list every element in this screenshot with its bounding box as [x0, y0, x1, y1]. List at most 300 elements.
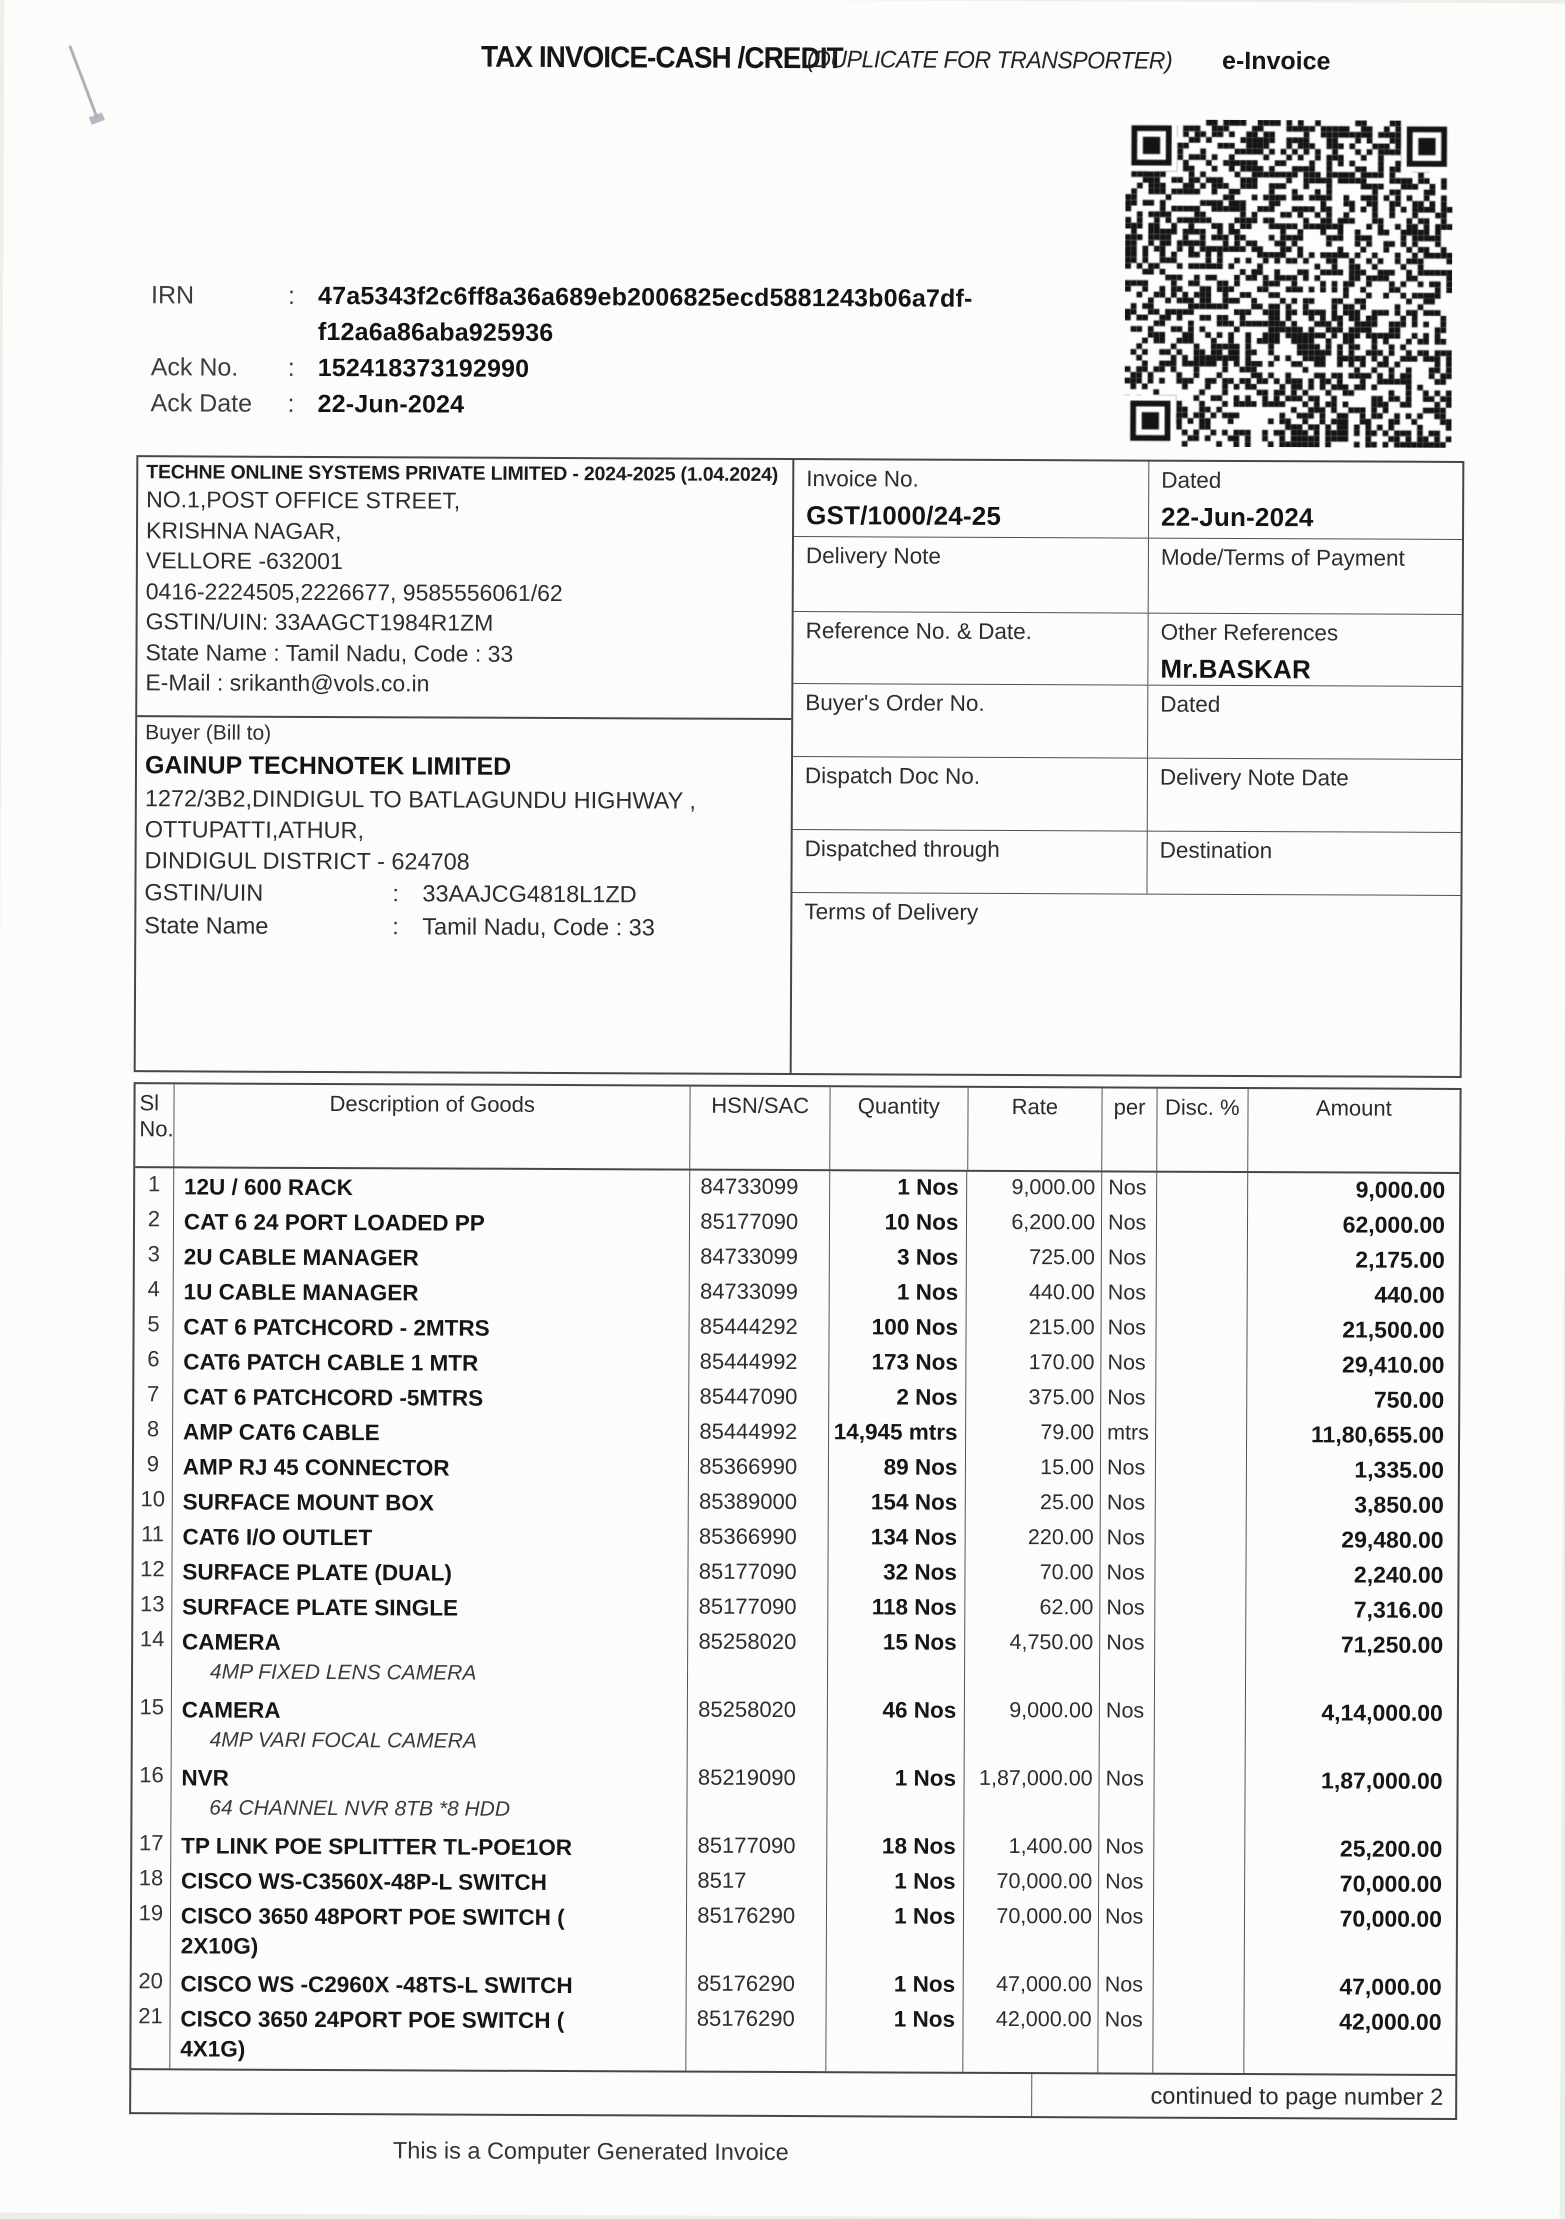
item-row	[135, 1168, 1459, 1209]
meta-label: Delivery Note Date	[1159, 764, 1349, 791]
item-discount	[1156, 1208, 1247, 1243]
item-row	[134, 1308, 1458, 1349]
item-discount	[1153, 1902, 1244, 1970]
meta-label: Dated	[1160, 691, 1221, 717]
meta-label: Dispatched through	[804, 836, 1000, 862]
item-description	[172, 1483, 689, 1520]
item-discount	[1154, 1558, 1245, 1593]
items-table	[129, 1082, 1461, 2076]
item-sl-no: 12	[140, 1556, 165, 1582]
item-discount	[1155, 1348, 1246, 1383]
item-per: Nos	[1101, 1207, 1156, 1242]
item-rate: 170.00	[966, 1347, 1101, 1383]
meta-row	[793, 757, 1461, 833]
item-hsn: 85258020	[687, 1626, 827, 1695]
item-description	[170, 1862, 687, 1899]
buyer-state-row: State Name : Tamil Nadu, Code : 33	[144, 909, 780, 945]
item-row	[132, 1827, 1456, 1868]
item-discount	[1154, 1628, 1245, 1696]
meta-cell	[794, 537, 1148, 613]
party-and-meta-box	[134, 455, 1465, 1078]
column-header: Rate	[967, 1088, 1102, 1171]
item-hsn: 85177090	[686, 1830, 826, 1866]
item-description-sub: 4MP FIXED LENS CAMERA	[209, 1660, 477, 1685]
buyer-name: GAINUP TECHNOTEK LIMITED	[144, 751, 512, 781]
item-discount	[1153, 1832, 1244, 1867]
item-hsn: 85444292	[689, 1311, 829, 1347]
item-discount	[1154, 1523, 1245, 1558]
item-hsn: 85366990	[688, 1451, 828, 1487]
item-row	[133, 1588, 1457, 1629]
item-row	[134, 1343, 1458, 1384]
item-row	[134, 1483, 1458, 1524]
item-discount	[1155, 1418, 1246, 1453]
meta-cell	[794, 460, 1148, 538]
item-row	[132, 1965, 1456, 2006]
continuation-strip	[129, 2070, 1457, 2120]
item-hsn: 85176290	[686, 2003, 826, 2072]
item-amount: 70,000.00	[1243, 1902, 1456, 1971]
item-rate: 79.00	[965, 1417, 1100, 1453]
item-description-main: NVR	[181, 1765, 230, 1791]
item-discount	[1153, 1867, 1244, 1902]
item-per: Nos	[1098, 1763, 1153, 1831]
item-description	[171, 1518, 688, 1555]
item-description-main: CAT6 PATCH CABLE 1 MTR	[183, 1349, 479, 1376]
column-header: Quantity	[829, 1087, 967, 1170]
item-row	[134, 1413, 1458, 1454]
item-sl-no: 6	[147, 1346, 160, 1372]
seller-address-line: KRISHNA NAGAR,	[145, 516, 342, 544]
item-hsn: 85447090	[688, 1381, 828, 1417]
meta-cell	[1147, 759, 1461, 832]
item-discount	[1155, 1488, 1246, 1523]
irn-label: IRN	[150, 281, 195, 310]
item-description-sub: 4MP VARI FOCAL CAMERA	[209, 1728, 477, 1753]
invoice-meta-grid	[792, 460, 1463, 1076]
item-quantity: 1 Nos	[825, 1968, 963, 2004]
item-row	[133, 1691, 1457, 1765]
item-amount: 3,850.00	[1245, 1488, 1458, 1524]
item-description-main: CISCO WS -C2960X -48TS-L SWITCH	[180, 1971, 573, 1999]
meta-cell	[1148, 539, 1462, 614]
item-quantity: 10 Nos	[829, 1206, 967, 1242]
item-sl-no: 10	[140, 1486, 166, 1512]
item-per: Nos	[1100, 1522, 1155, 1557]
item-description	[170, 1827, 687, 1864]
item-quantity: 173 Nos	[828, 1346, 966, 1382]
seller-block	[137, 457, 792, 720]
item-discount	[1152, 2005, 1243, 2073]
item-rate: 215.00	[966, 1312, 1101, 1348]
pen-scratch-mark	[68, 45, 98, 119]
item-description	[171, 1588, 688, 1625]
item-row	[135, 1238, 1459, 1279]
meta-cell	[793, 684, 1147, 758]
meta-row	[794, 537, 1462, 615]
item-quantity: 100 Nos	[828, 1311, 966, 1347]
item-rate: 47,000.00	[963, 1969, 1098, 2005]
item-sl-no: 7	[147, 1381, 160, 1407]
einvoice-label: e-Invoice	[1222, 46, 1331, 76]
item-rate: 42,000.00	[963, 2004, 1098, 2073]
item-amount: 2,240.00	[1245, 1558, 1458, 1594]
item-hsn: 84733099	[689, 1241, 829, 1277]
item-description-main: AMP RJ 45 CONNECTOR	[182, 1454, 450, 1481]
meta-label: Terms of Delivery	[804, 899, 979, 925]
item-per: Nos	[1099, 1557, 1154, 1592]
item-hsn: 85389000	[688, 1486, 828, 1522]
item-per: Nos	[1100, 1382, 1155, 1417]
item-per: Nos	[1098, 1831, 1153, 1866]
item-quantity: 46 Nos	[827, 1694, 965, 1763]
item-hsn: 84733099	[689, 1276, 829, 1312]
item-description	[172, 1308, 689, 1345]
item-rate: 6,200.00	[966, 1207, 1101, 1243]
item-description-main: AMP CAT6 CABLE	[182, 1419, 380, 1446]
item-rate: 4,750.00	[964, 1627, 1099, 1696]
item-per: Nos	[1100, 1347, 1155, 1382]
ack-date-label: Ack Date	[150, 389, 253, 418]
item-description	[172, 1343, 689, 1380]
item-per: Nos	[1098, 1901, 1153, 1969]
item-description	[172, 1378, 689, 1415]
item-rate: 25.00	[965, 1487, 1100, 1523]
column-header: Disc. %	[1156, 1089, 1247, 1171]
meta-cell	[792, 830, 1146, 894]
item-per: Nos	[1101, 1277, 1156, 1312]
item-description-main: SURFACE PLATE SINGLE	[182, 1594, 459, 1621]
item-quantity: 134 Nos	[827, 1521, 965, 1557]
item-amount: 1,335.00	[1245, 1453, 1458, 1489]
item-amount: 440.00	[1246, 1278, 1459, 1314]
item-description-main: 2U CABLE MANAGER	[183, 1244, 419, 1271]
item-discount	[1155, 1313, 1246, 1348]
item-description	[172, 1448, 689, 1485]
item-per: Nos	[1100, 1452, 1155, 1487]
item-row	[133, 1553, 1457, 1594]
meta-row	[793, 612, 1461, 687]
continued-note: continued to page number 2	[1031, 2074, 1455, 2118]
item-quantity: 14,945 mtrs	[828, 1416, 966, 1452]
item-sl-no: 18	[138, 1865, 164, 1891]
item-per: mtrs	[1100, 1417, 1155, 1452]
buyer-section-label: Buyer (Bill to)	[145, 721, 272, 745]
item-hsn: 85176290	[686, 1968, 826, 2004]
item-per: Nos	[1101, 1242, 1156, 1277]
item-description	[173, 1273, 690, 1310]
item-row	[133, 1623, 1457, 1697]
item-discount	[1155, 1383, 1246, 1418]
item-row	[132, 1862, 1456, 1903]
item-rate: 15.00	[965, 1452, 1100, 1488]
meta-cell	[793, 757, 1147, 831]
meta-cell	[1147, 686, 1461, 759]
meta-value: GST/1000/24-25	[806, 500, 1002, 531]
item-description-main: CAMERA	[182, 1629, 281, 1655]
item-quantity: 89 Nos	[828, 1451, 966, 1487]
item-quantity: 32 Nos	[827, 1556, 965, 1592]
item-rate: 1,400.00	[964, 1831, 1099, 1867]
item-description	[173, 1203, 690, 1240]
item-quantity: 3 Nos	[829, 1241, 967, 1277]
item-amount: 29,410.00	[1246, 1348, 1459, 1384]
buyer-state-value: Tamil Nadu, Code : 33	[422, 913, 655, 941]
item-quantity: 1 Nos	[826, 1762, 964, 1831]
meta-label: Destination	[1159, 837, 1273, 864]
item-quantity: 1 Nos	[826, 1900, 964, 1969]
meta-label: Invoice No.	[806, 466, 919, 492]
meta-label: Other References	[1160, 619, 1339, 646]
item-sl-no: 11	[141, 1521, 165, 1547]
item-description-main: CAT 6 PATCHCORD -5MTRS	[183, 1384, 484, 1411]
item-sl-no: 3	[147, 1241, 160, 1267]
item-rate: 220.00	[965, 1522, 1100, 1558]
item-sl-no: 5	[147, 1311, 160, 1337]
item-row	[131, 2000, 1455, 2074]
items-table-body	[131, 1168, 1459, 2074]
ack-no-value: 152418373192990	[317, 353, 530, 383]
column-header: Sl No.	[139, 1090, 174, 1142]
item-sl-no: 19	[138, 1900, 164, 1926]
item-quantity: 18 Nos	[826, 1830, 964, 1866]
item-description	[169, 2000, 686, 2070]
item-description	[170, 1897, 687, 1967]
item-quantity: 118 Nos	[827, 1591, 965, 1627]
ack-date-value: 22-Jun-2024	[317, 389, 465, 419]
item-discount	[1156, 1278, 1247, 1313]
meta-label: Reference No. & Date.	[805, 618, 1033, 645]
item-hsn: 8517	[686, 1865, 826, 1901]
item-per: Nos	[1101, 1172, 1156, 1207]
item-discount	[1155, 1453, 1246, 1488]
item-amount: 47,000.00	[1243, 1970, 1456, 2006]
item-description-main: 1U CABLE MANAGER	[183, 1279, 419, 1306]
item-description-cont: 4X1G)	[180, 2036, 246, 2062]
document-title: TAX INVOICE-CASH /CREDIT	[481, 40, 843, 76]
item-discount	[1156, 1243, 1247, 1278]
item-rate: 9,000.00	[964, 1695, 1099, 1764]
item-quantity: 1 Nos	[829, 1171, 967, 1207]
item-row	[134, 1378, 1458, 1419]
document-subtitle: (DUPLICATE FOR TRANSPORTER)	[807, 46, 1173, 75]
item-per: Nos	[1099, 1627, 1154, 1695]
item-amount: 25,200.00	[1244, 1832, 1457, 1868]
meta-value: 22-Jun-2024	[1161, 501, 1314, 533]
item-hsn: 85177090	[688, 1556, 828, 1592]
item-amount: 62,000.00	[1247, 1208, 1460, 1244]
item-rate: 70,000.00	[963, 1901, 1098, 1970]
meta-cell	[792, 893, 991, 1074]
seller-address-line: 0416-2224505,2226677, 9585556061/62	[145, 577, 563, 606]
item-description-main: CAT 6 24 PORT LOADED PP	[183, 1209, 485, 1236]
seller-address	[145, 484, 782, 700]
item-description	[172, 1413, 689, 1450]
seller-address-line: GSTIN/UIN: 33AAGCT1984R1ZM	[145, 608, 494, 636]
buyer-address-line: 1272/3B2,DINDIGUL TO BATLAGUNDU HIGHWAY ,	[144, 785, 697, 814]
terms-of-delivery-row	[792, 893, 1461, 1076]
item-per: Nos	[1101, 1312, 1156, 1347]
item-description-main: CISCO WS-C3560X-48P-L SWITCH	[180, 1868, 547, 1895]
item-description	[170, 1759, 687, 1829]
item-quantity: 1 Nos	[826, 1865, 964, 1901]
meta-label: Mode/Terms of Payment	[1160, 544, 1405, 571]
item-per: Nos	[1098, 1969, 1153, 2004]
item-description	[171, 1623, 688, 1693]
item-sl-no: 14	[139, 1626, 165, 1652]
column-header: HSN/SAC	[690, 1087, 830, 1170]
item-hsn: 85177090	[689, 1206, 829, 1242]
item-row	[132, 1759, 1456, 1833]
item-description	[173, 1168, 690, 1205]
item-amount: 11,80,655.00	[1246, 1418, 1459, 1454]
item-amount: 21,500.00	[1246, 1313, 1459, 1349]
item-sl-no: 2	[147, 1206, 161, 1232]
buyer-state-label: State Name	[144, 912, 269, 939]
buyer-address-line: OTTUPATTI,ATHUR,	[144, 816, 365, 844]
meta-label: Dispatch Doc No.	[804, 763, 981, 789]
item-sl-no: 8	[146, 1416, 160, 1442]
meta-row	[792, 830, 1460, 896]
buyer-gstin-row: GSTIN/UIN : 33AAJCG4818L1ZD	[144, 876, 780, 912]
item-amount: 7,316.00	[1245, 1593, 1458, 1629]
item-hsn: 85366990	[688, 1521, 828, 1557]
item-amount: 70,000.00	[1244, 1867, 1457, 1903]
item-description-main: CISCO 3650 24PORT POE SWITCH (	[180, 2006, 565, 2034]
item-per: Nos	[1098, 1866, 1153, 1901]
item-amount: 4,14,000.00	[1244, 1696, 1457, 1765]
meta-cell	[1146, 832, 1460, 895]
item-rate: 70.00	[965, 1557, 1100, 1593]
items-table-header	[135, 1084, 1459, 1174]
column-header: Amount	[1247, 1089, 1460, 1172]
item-discount	[1156, 1173, 1247, 1208]
column-header: per	[1101, 1088, 1156, 1170]
computer-generated-note: This is a Computer Generated Invoice	[392, 2137, 789, 2166]
meta-cell	[793, 612, 1147, 685]
item-description-cont: 2X10G)	[180, 1933, 259, 1959]
meta-row	[793, 684, 1461, 760]
item-sl-no: 17	[138, 1830, 164, 1856]
item-amount: 2,175.00	[1246, 1243, 1459, 1279]
item-description-main: CISCO 3650 48PORT POE SWITCH (	[180, 1903, 565, 1931]
item-per: Nos	[1100, 1487, 1155, 1522]
meta-cell	[1147, 614, 1461, 686]
item-description	[171, 1691, 688, 1761]
item-description-main: SURFACE MOUNT BOX	[182, 1489, 434, 1516]
item-quantity: 1 Nos	[825, 2003, 963, 2072]
irn-value-line2: f12a6a86aba925936	[317, 317, 554, 347]
meta-label: Buyer's Order No.	[805, 690, 985, 716]
item-description	[171, 1553, 688, 1590]
item-description-sub: 64 CHANNEL NVR 8TB *8 HDD	[209, 1796, 511, 1821]
item-amount: 29,480.00	[1245, 1523, 1458, 1559]
item-per: Nos	[1097, 2004, 1152, 2072]
item-row	[135, 1203, 1459, 1244]
seller-address-line: VELLORE -632001	[145, 547, 343, 575]
item-hsn: 84733099	[689, 1171, 829, 1207]
item-row	[135, 1273, 1459, 1314]
item-description-main: CAMERA	[181, 1697, 281, 1723]
seller-address-line: State Name : Tamil Nadu, Code : 33	[145, 638, 514, 667]
item-rate: 1,87,000.00	[964, 1763, 1099, 1832]
item-quantity: 2 Nos	[828, 1381, 966, 1417]
item-amount: 9,000.00	[1247, 1173, 1460, 1209]
item-hsn: 85444992	[689, 1346, 829, 1382]
item-sl-no: 20	[138, 1968, 163, 1994]
item-rate: 375.00	[966, 1382, 1101, 1418]
item-hsn: 85177090	[688, 1591, 828, 1627]
item-sl-no: 9	[146, 1451, 160, 1477]
item-amount: 42,000.00	[1243, 2005, 1456, 2074]
meta-label: Dated	[1161, 467, 1222, 493]
item-discount	[1153, 1764, 1244, 1832]
item-description	[169, 1965, 686, 2002]
party-pane	[136, 457, 795, 1073]
item-rate: 62.00	[965, 1592, 1100, 1628]
item-row	[134, 1448, 1458, 1489]
item-rate: 725.00	[966, 1242, 1101, 1278]
item-amount: 71,250.00	[1245, 1628, 1458, 1697]
item-amount: 750.00	[1246, 1383, 1459, 1419]
column-header: Description of Goods	[173, 1084, 690, 1168]
meta-value: Mr.BASKAR	[1160, 653, 1312, 685]
item-discount	[1153, 1970, 1244, 2005]
item-hsn: 85219090	[687, 1762, 827, 1831]
item-description-main: SURFACE PLATE (DUAL)	[182, 1559, 452, 1586]
seller-name: TECHNE ONLINE SYSTEMS PRIVATE LIMITED - 2024-2025 (1.04.2024)	[146, 461, 779, 486]
item-sl-no: 21	[138, 2003, 163, 2029]
item-quantity: 154 Nos	[828, 1486, 966, 1522]
item-rate: 70,000.00	[964, 1866, 1099, 1902]
item-amount: 1,87,000.00	[1244, 1764, 1457, 1833]
item-sl-no: 15	[139, 1694, 165, 1720]
item-quantity: 15 Nos	[827, 1626, 965, 1695]
irn-value-line1: 47a5343f2c6ff8a36a689eb2006825ecd5881243b06a7df-	[317, 281, 973, 313]
item-sl-no: 16	[139, 1762, 164, 1788]
item-row	[132, 1897, 1456, 1971]
item-description-main: 12U / 600 RACK	[183, 1174, 353, 1201]
einvoice-qr-code	[1124, 119, 1452, 447]
seller-address-line: NO.1,POST OFFICE STREET,	[146, 486, 461, 514]
item-description-main: TP LINK POE SPLITTER TL-POE1OR	[181, 1833, 573, 1861]
buyer-address	[145, 783, 781, 879]
meta-cell	[1148, 462, 1462, 539]
meta-label: Delivery Note	[805, 543, 942, 569]
seller-address-line: E-Mail : srikanth@vols.co.in	[145, 669, 430, 697]
ack-no-label: Ack No.	[150, 353, 239, 382]
item-description	[173, 1238, 690, 1275]
irn-block: IRN : 47a5343f2c6ff8a36a689eb2006825ecd5881243b06a7df- f12a6a86aba925936 Ack No. : 152418373192990 Ack Date : 22-Jun-2024	[151, 277, 973, 425]
item-hsn: 85176290	[686, 1900, 826, 1969]
item-per: Nos	[1099, 1695, 1154, 1763]
buyer-address-line: DINDIGUL DISTRICT - 624708	[144, 847, 470, 875]
item-discount	[1154, 1593, 1245, 1628]
item-rate: 9,000.00	[967, 1172, 1102, 1208]
meta-row	[794, 460, 1462, 540]
item-row	[134, 1518, 1458, 1559]
item-sl-no: 4	[147, 1276, 160, 1302]
item-description-main: CAT 6 PATCHCORD - 2MTRS	[183, 1314, 490, 1341]
item-per: Nos	[1099, 1592, 1154, 1627]
item-hsn: 85258020	[687, 1694, 827, 1763]
item-rate: 440.00	[966, 1277, 1101, 1313]
item-hsn: 85444992	[688, 1416, 828, 1452]
item-sl-no: 13	[139, 1591, 165, 1617]
item-quantity: 1 Nos	[829, 1276, 967, 1312]
item-discount	[1154, 1696, 1245, 1764]
buyer-gstin-value: 33AAJCG4818L1ZD	[422, 880, 637, 908]
